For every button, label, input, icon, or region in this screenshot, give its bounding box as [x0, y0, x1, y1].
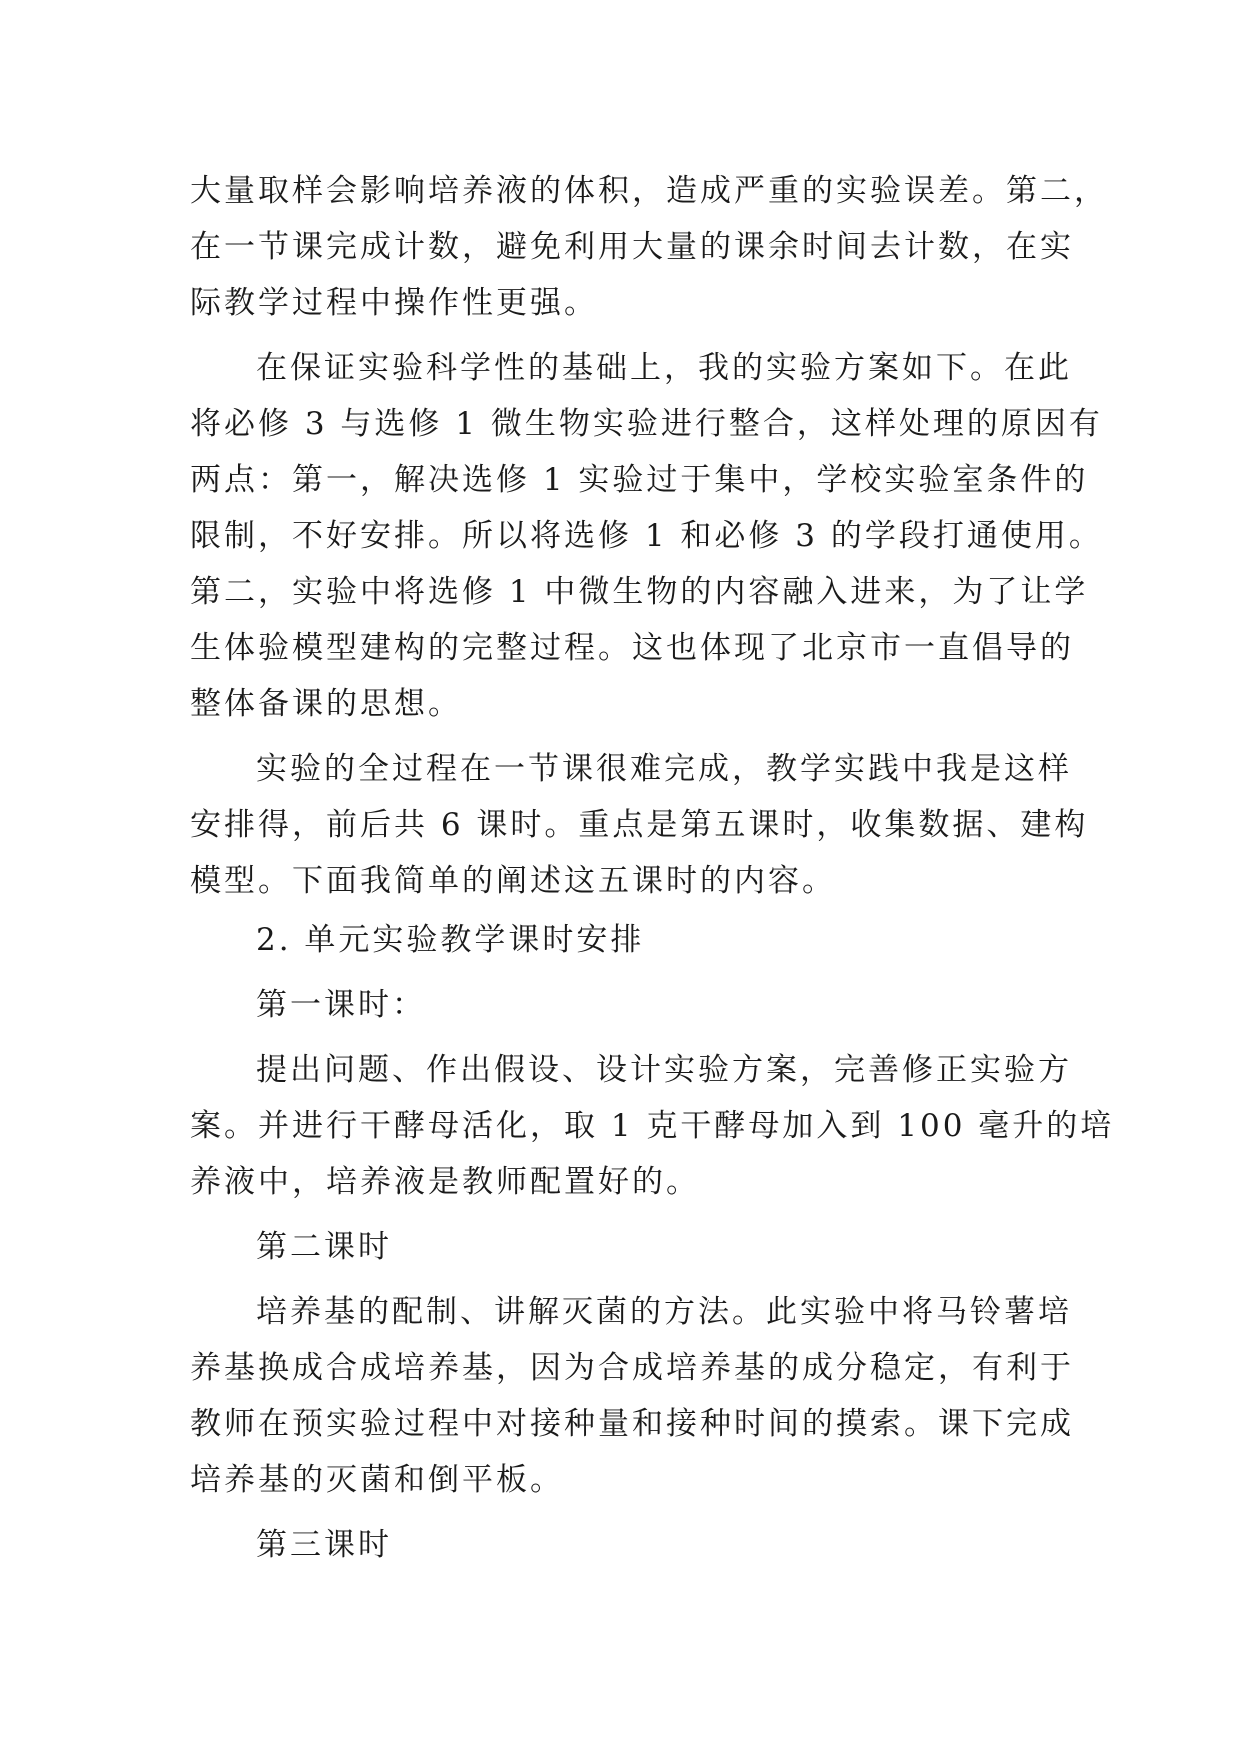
lesson-2-heading — [190, 1219, 1050, 1275]
text-line: 在保证实验科学性的基础上，我的实验方案如下。在此 — [256, 350, 1072, 386]
text-line: 提出问题、作出假设、设计实验方案，完善修正实验方 — [256, 1052, 1072, 1088]
lesson-1-heading — [190, 977, 1050, 1033]
text-line: 安排得，前后共 6 课时。重点是第五课时，收集数据、建构 — [190, 807, 1089, 843]
text-line: 模型。下面我简单的阐述这五课时的内容。 — [190, 863, 836, 899]
text-line: 整体备课的思想。 — [190, 686, 462, 722]
text-line: 养基换成合成培养基，因为合成培养基的成分稳定，有利于 — [190, 1350, 1074, 1386]
heading-text: 第二课时 — [256, 1229, 392, 1265]
paragraph-1 — [190, 163, 1108, 331]
paragraph-lesson-1 — [190, 1042, 1115, 1210]
text-line: 两点：第一，解决选修 1 实验过于集中，学校实验室条件的 — [190, 462, 1089, 498]
section-heading — [190, 912, 1050, 968]
text-line: 教师在预实验过程中对接种量和接种时间的摸索。课下完成 — [190, 1406, 1074, 1442]
heading-text: 第一课时： — [256, 987, 426, 1023]
lesson-3-heading — [190, 1517, 1050, 1573]
text-line: 培养基的灭菌和倒平板。 — [190, 1462, 564, 1498]
text-line: 养液中，培养液是教师配置好的。 — [190, 1164, 700, 1200]
text-line: 生体验模型建构的完整过程。这也体现了北京市一直倡导的 — [190, 630, 1074, 666]
paragraph-3 — [190, 741, 1089, 909]
document-body — [190, 163, 1115, 1573]
text-line: 限制，不好安排。所以将选修 1 和必修 3 的学段打通使用。 — [190, 518, 1103, 554]
heading-text: 第三课时 — [256, 1527, 392, 1563]
text-line: 将必修 3 与选修 1 微生物实验进行整合，这样处理的原因有 — [190, 406, 1103, 442]
text-line: 在一节课完成计数，避免利用大量的课余时间去计数，在实 — [190, 229, 1074, 265]
text-line: 际教学过程中操作性更强。 — [190, 285, 598, 321]
text-line: 案。并进行干酵母活化，取 1 克干酵母加入到 100 毫升的培 — [190, 1108, 1115, 1144]
text-line: 实验的全过程在一节课很难完成，教学实践中我是这样 — [256, 751, 1072, 787]
text-line: 第二，实验中将选修 1 中微生物的内容融入进来，为了让学 — [190, 574, 1089, 610]
paragraph-lesson-2 — [190, 1284, 1074, 1508]
text-line: 大量取样会影响培养液的体积，造成严重的实验误差。第二， — [190, 173, 1108, 209]
heading-text: 2. 单元实验教学课时安排 — [256, 922, 645, 958]
paragraph-2 — [190, 340, 1103, 732]
text-line: 培养基的配制、讲解灭菌的方法。此实验中将马铃薯培 — [256, 1294, 1072, 1330]
